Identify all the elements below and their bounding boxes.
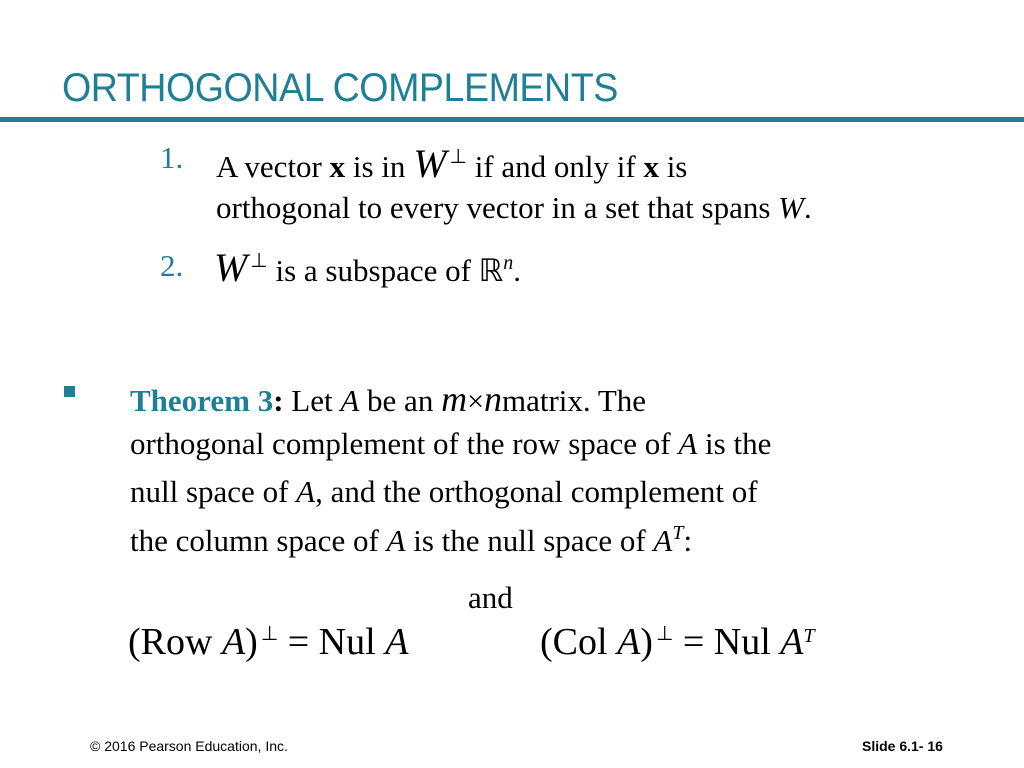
theorem-line-1: Theorem 3: Let A be an m×nmatrix. The (130, 379, 647, 419)
and-connector: and (468, 580, 513, 615)
item-1-line-1: A vector x is in W ⊥ if and only if x is (216, 141, 688, 186)
item-1-line-2: orthogonal to every vector in a set that spans W. (216, 190, 812, 225)
theorem-line-3: null space of A, and the orthogonal complement of (130, 474, 758, 509)
item-2-line: W ⊥ is a subspace of ℝ$^n$. (214, 245, 521, 290)
theorem-bullet (64, 386, 75, 397)
item-1-number: 1. (160, 140, 184, 175)
equation-column-space: (Col A) ⊥ = Nul $A^T$ (540, 621, 815, 663)
theorem-line-4: the column space of A is the null space of $A^T$: (130, 522, 693, 558)
slide-title: ORTHOGONAL COMPLEMENTS (62, 66, 618, 110)
footer-slide-number: Slide 6.1- 16 (862, 738, 943, 754)
theorem-line-2: orthogonal complement of the row space of A is the (130, 426, 772, 461)
title-underline (0, 117, 1024, 122)
item-2-number: 2. (160, 248, 184, 283)
footer-copyright: © 2016 Pearson Education, Inc. (90, 738, 288, 754)
equation-row-space: (Row A) ⊥ = Nul A (128, 621, 409, 663)
